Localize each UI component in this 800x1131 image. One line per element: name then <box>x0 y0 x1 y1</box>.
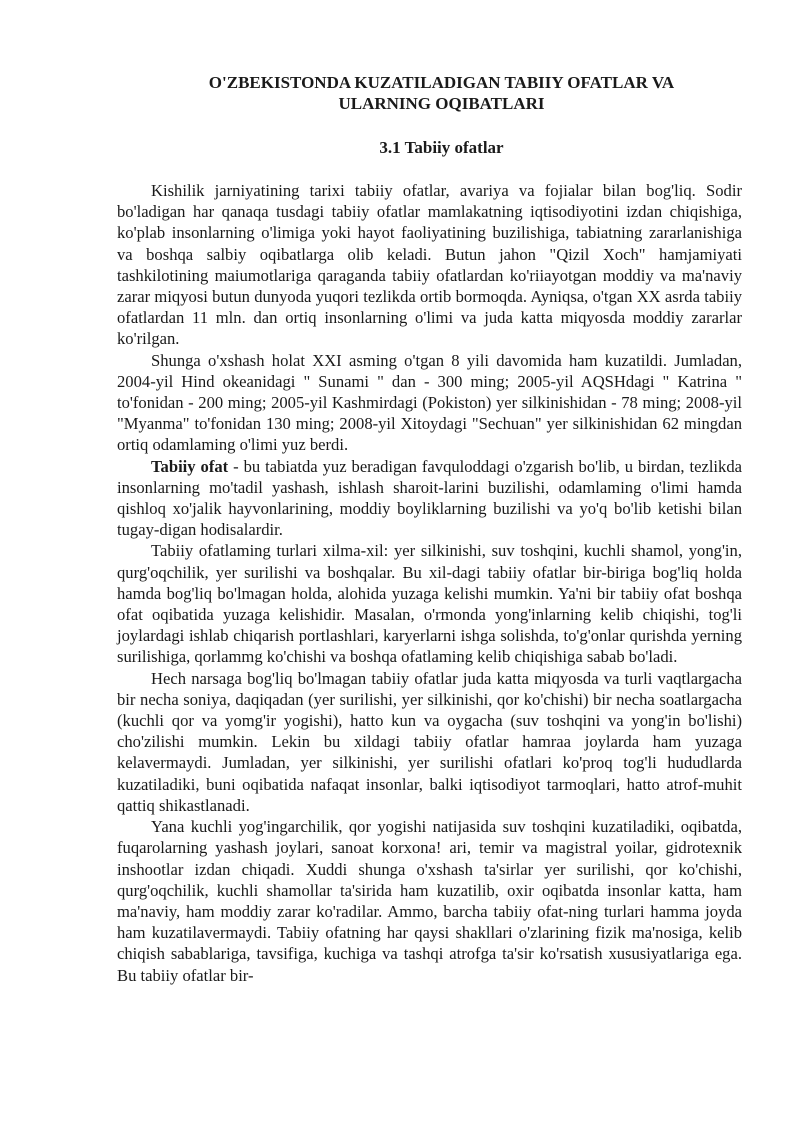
paragraph-2: Shunga o'xshash holat XXI asming o'tgan 8 yili davomida ham kuzatildi. Jumladan, 2004-yil Hind okeanidagi " Sunami " dan - 300 ming; 2005-yil AQSHdagi " Katrina " to'fonidan - 200 ming; 2005-yil Kashmirdagi (Pokiston) yer silkinishidan - 78 ming; 2008-yil "Myanma" to'fonidan 130 ming; 2008-yil Xitoydagi "Sechuan" yer silkinishidan 62 mingdan ortiq odamlaming o'limi yuz berdi. <box>117 350 742 455</box>
document-page <box>117 72 742 986</box>
section-heading: 3.1 Tabiiy ofatlar <box>379 138 504 157</box>
definition-text: - bu tabiatda yuz beradigan favquloddagi o'zgarish bo'lib, u birdan, tezlikda insonlarning mo'tadil yashash, ishlash sharoit-larini buzilishi, odamlaming o'limi hamda qishloq xo'jalik hayvonlarining, moddiy boyliklarning buzilishi va yo'q bo'lib ketishi bilan tugay-digan hodisalardir. <box>117 456 742 540</box>
title-line-2: ULARNING OQIBATLARI <box>338 94 545 113</box>
defined-term: Tabiiy ofat <box>151 456 229 476</box>
paragraph-3-definition <box>117 456 742 541</box>
paragraph-6: Yana kuchli yog'ingarchilik, qor yogishi natijasida suv toshqini kuzatiladiki, oqibatda, fuqarolarning yashash joylari, sanoat korxona! ari, temir va magistral yoilar, gidrotexnik inshootlar izdan chiqadi. Xuddi shunga o'xshash ta'sirlar yer surilishi, qor ko'chishi, qurg'oqchilik, kuchli shamollar ta'sirida ham kuzatilib, oxir oqibatda insonlar katta, ham ma'naviy, ham moddiy zarar ko'radilar. Ammo, barcha tabiiy ofat-ning turlari hamma joyda ham kuzatilavermaydi. Tabiiy ofatning har qaysi shakllari o'zlarining fizik ma'nosiga, kelib chiqish sabablariga, tavsifiga, kuchiga va tashqi atrofga ta'sir ko'rsatish xususiyatlariga ega. Bu tabiiy ofatlar bir- <box>117 817 742 985</box>
paragraph-5: Hech narsaga bog'liq bo'lmagan tabiiy ofatlar juda katta miqyosda va turli vaqtlargacha bir necha soniya, daqiqadan (yer surilishi, yer silkinishi, qor ko'chishi) bir necha soatlargacha (kuchli qor va yomg'ir yogishi), hatto kun va oygacha (suv toshqini va yong'in bo'lishi) cho'zilishi mumkin. Lekin bu xildagi tabiiy ofatlar hamraa joylarda ham yuzaga kelavermaydi. Jumladan, yer silkinishi, yer surilishi ofatlari ko'proq tog'li hududlarda kuzatiladiki, buni oqibatida nafaqat insonlar, balki iqtisodiyot tarmoqlari, hatto atrof-muhit qattiq shikastlanadi. <box>117 668 742 815</box>
paragraph-1: Kishilik jarniyatining tarixi tabiiy ofatlar, avariya va fojialar bilan bog'liq. Sodir bo'ladigan har qanaqa tusdagi tabiiy ofatlar mamlakatning iqtisodiyotini izdan chiqishiga, ko'plab insonlarning o'limiga yoki hayot faoliyatining buzilishiga, tabiatning zararlanishiga va boshqa salbiy oqibatlarga olib keladi. Butun jahon "Qizil Xoch" hamjamiyati tashkilotining maiumotlariga qaraganda tabiiy ofatlardan ko'riiayotgan moddiy va ma'naviy zarar miqyosi butun dunyoda yuqori tezlikda ortib bormoqda. Ayniqsa, o'tgan XX asrda tabiiy ofatlardan 11 mln. dan ortiq insonlarning o'limi va juda katta miqyosda moddiy zararlar ko'rilgan. <box>117 181 742 349</box>
document-title <box>141 72 742 114</box>
title-line-1: O'ZBEKISTONDA KUZATILADIGAN TABIIY OFATLAR VA <box>208 73 675 92</box>
paragraph-4: Tabiiy ofatlaming turlari xilma-xil: yer silkinishi, suv toshqini, kuchli shamol, yong'in, qurg'oqchilik, yer surilishi va boshqalar. Bu xil-dagi tabiiy ofatlar bir-biriga bog'liq holda hamda bog'liq bo'lmagan holda, alohida yuzaga kelishi mumkin. Ya'ni bir tabiiy ofat boshqa ofat oqibatida yuzaga kelishidir. Masalan, o'rmonda yong'inlarning kelib chiqishi, tog'li joylardagi ishlab chiqarish portlashlari, karyerlarni ishga solishda, to'g'onlar qurishda yerning surilishiga, qorlammg ko'chishi va boshqa ofatlaming kelib chiqishiga sabab bo'ladi. <box>117 541 742 667</box>
